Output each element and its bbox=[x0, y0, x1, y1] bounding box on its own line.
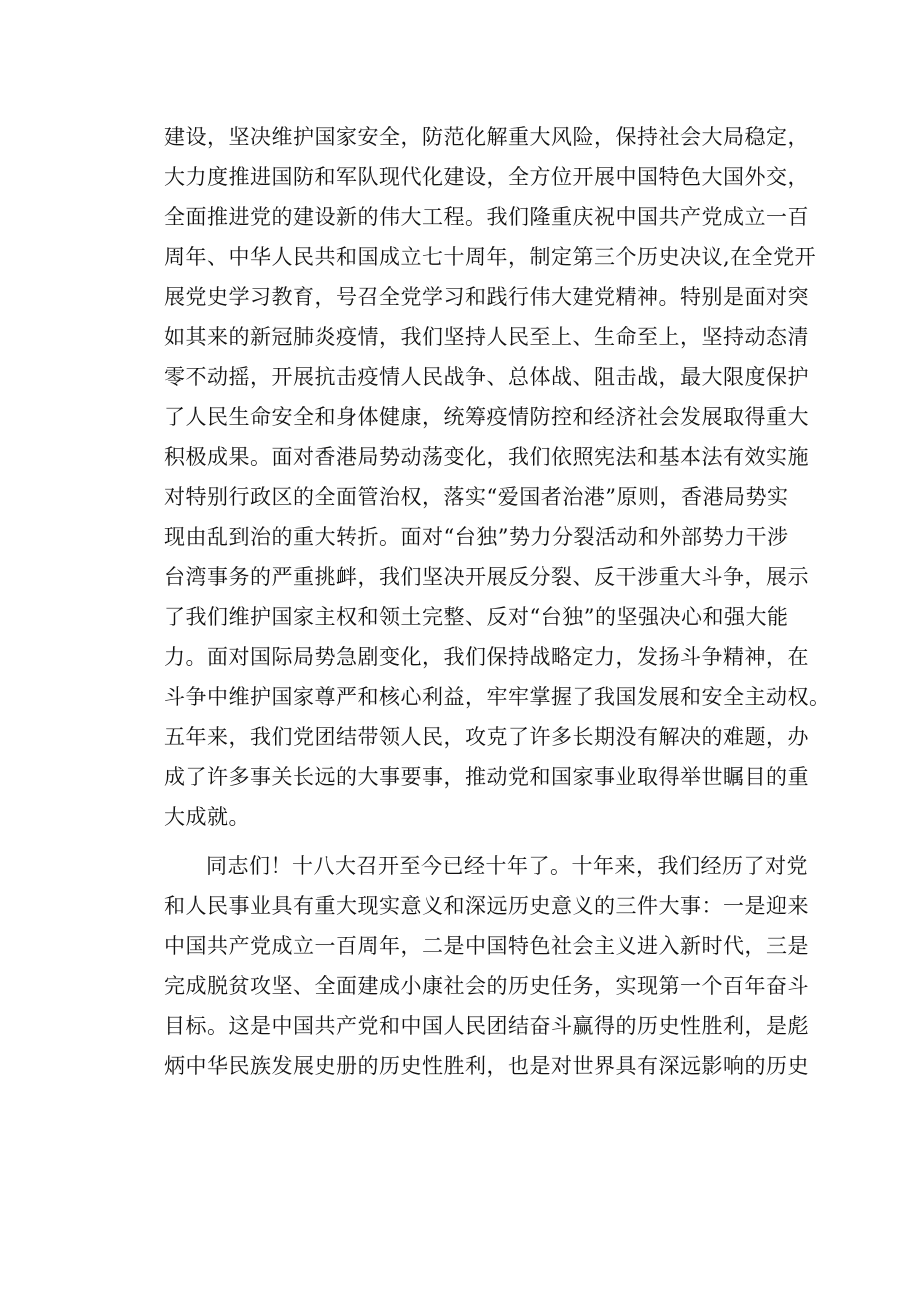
text-line: 和人民事业具有重大现实意义和深远历史意义的三件大事：一是迎来 bbox=[164, 894, 809, 918]
paragraph-gap bbox=[164, 837, 804, 846]
text-line: 大成就。 bbox=[164, 805, 250, 829]
text-line: 对特别行政区的全面管治权，落实“爱国者治港”原则，香港局势实 bbox=[164, 485, 789, 509]
paragraph-2 bbox=[164, 846, 809, 1086]
text-line: 中国共产党成立一百周年，二是中国特色社会主义进入新时代，三是 bbox=[164, 934, 809, 958]
text-line: 展党史学习教育，号召全党学习和践行伟大建党精神。特别是面对突 bbox=[164, 285, 809, 309]
text-line: 目标。这是中国共产党和中国人民团结奋斗赢得的历史性胜利，是彪 bbox=[164, 1014, 809, 1038]
text-line: 力。面对国际局势急剧变化，我们保持战略定力，发扬斗争精神，在 bbox=[164, 645, 809, 669]
text-line: 斗争中维护国家尊严和核心利益，牢牢掌握了我国发展和安全主动权。 bbox=[164, 685, 831, 709]
text-line: 成了许多事关长远的大事要事，推动党和国家事业取得举世瞩目的重 bbox=[164, 765, 809, 789]
text-line: 建设，坚决维护国家安全，防范化解重大风险，保持社会大局稳定， bbox=[164, 125, 809, 149]
text-line: 全面推进党的建设新的伟大工程。我们隆重庆祝中国共产党成立一百 bbox=[164, 205, 809, 229]
paragraph-1 bbox=[164, 117, 831, 837]
text-line: 台湾事务的严重挑衅，我们坚决开展反分裂、反干涉重大斗争，展示 bbox=[164, 565, 809, 589]
text-line: 炳中华民族发展史册的历史性胜利，也是对世界具有深远影响的历史 bbox=[164, 1054, 809, 1078]
body-text bbox=[164, 117, 831, 1086]
text-line: 了我们维护国家主权和领土完整、反对“台独”的坚强决心和强大能 bbox=[164, 605, 789, 629]
text-line: 五年来，我们党团结带领人民，攻克了许多长期没有解决的难题，办 bbox=[164, 725, 809, 749]
text-line: 完成脱贫攻坚、全面建成小康社会的历史任务，实现第一个百年奋斗 bbox=[164, 974, 809, 998]
text-line: 周年、中华人民共和国成立七十周年，制定第三个历史决议,在全党开 bbox=[164, 245, 817, 269]
text-line: 现由乱到治的重大转折。面对“台独”势力分裂活动和外部势力干涉 bbox=[164, 525, 789, 549]
text-line: 了人民生命安全和身体健康，统筹疫情防控和经济社会发展取得重大 bbox=[164, 405, 809, 429]
text-line: 大力度推进国防和军队现代化建设，全方位开展中国特色大国外交， bbox=[164, 165, 809, 189]
text-line-first: 同志们！十八大召开至今已经十年了。十年来，我们经历了对党 bbox=[206, 854, 808, 878]
text-line: 零不动摇，开展抗击疫情人民战争、总体战、阻击战，最大限度保护 bbox=[164, 365, 809, 389]
text-line: 如其来的新冠肺炎疫情，我们坚持人民至上、生命至上，坚持动态清 bbox=[164, 325, 809, 349]
text-line: 积极成果。面对香港局势动荡变化，我们依照宪法和基本法有效实施 bbox=[164, 445, 809, 469]
